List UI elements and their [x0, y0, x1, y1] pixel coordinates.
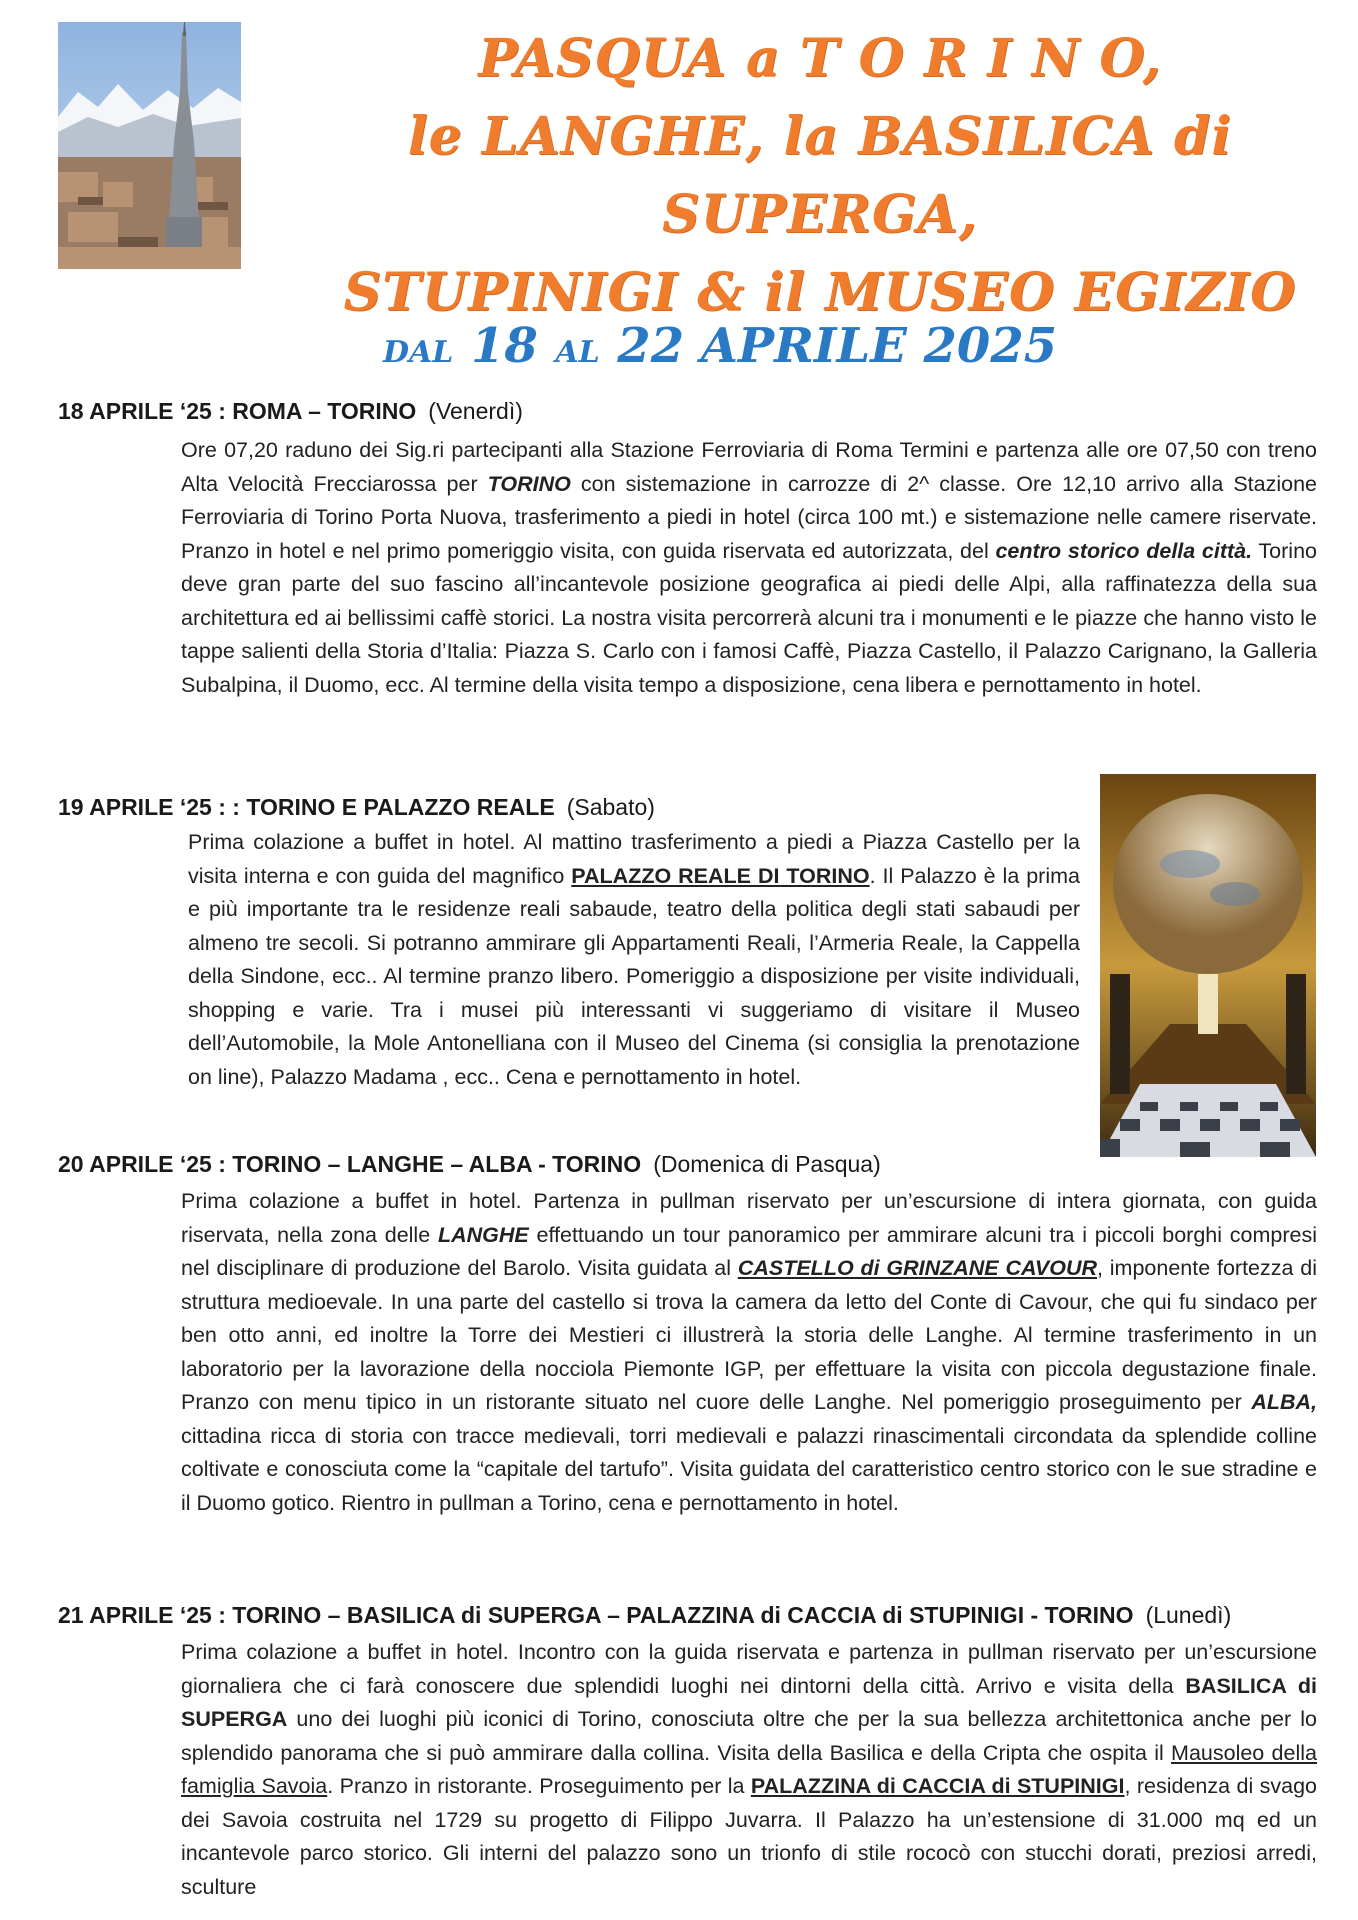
day-2-text: . Il Palazzo è la prima e più importante tra le residenze reali sabaude, teatro della politica degli stati sabaudi per almeno tre secoli. Si potranno ammirare gli Appartamenti Reali, l’Armeria Reale, la Cappella della Sindone, ecc.. Al termine pranzo libero. Pomeriggio a disposizione per visite individuali, shopping e varie. Tra i musei più interessanti vi suggeriamo di visitare il Museo dell’Automobile, la Mole Antonelliana con il Museo del Cinema (si consiglia la prenotazione on line), Palazzo Madama , ecc.. Cena e pernottamento in hotel. [188, 863, 1080, 1089]
title-line-1: PASQUA a T O R I N O, [478, 28, 1162, 89]
day-2-weekday: (Sabato) [566, 794, 655, 820]
day-3-title: 20 APRILE ‘25 : TORINO – LANGHE – ALBA - TORINO [58, 1151, 642, 1177]
dates-end: 22 APRILE 2025 [617, 318, 1058, 374]
day-3-weekday: (Domenica di Pasqua) [653, 1151, 881, 1177]
travel-dates [383, 318, 1057, 374]
day-4-title: 21 APRILE ‘25 : TORINO – BASILICA di SUPERGA – PALAZZINA di CACCIA di STUPINIGI - TORINO [58, 1602, 1134, 1628]
day-3-castello-grinzane: CASTELLO di GRINZANE CAVOUR [737, 1256, 1098, 1280]
day-1-torino: TORINO [487, 471, 571, 496]
day-4-heading [58, 1602, 1231, 1629]
day-1-weekday: (Venerdì) [428, 398, 523, 424]
dates-al: AL [555, 335, 600, 370]
day-1-text: Torino deve gran parte del suo fascino all’incantevole posizione geografica ai piedi delle Alpi, alla raffinatezza della sua architettura ed ai bellissimi caffè storici. La nostra visita percorrerà alcuni tra i monumenti e le piazze che hanno visto le tappe salienti della Storia d’Italia: Piazza S. Carlo con i famosi Caffè, Piazza Castello, il Palazzo Carignano, la Galleria Subalpina, il Duomo, ecc. Al termine della visita tempo a disposizione, cena libera e pernottamento in hotel. [181, 538, 1317, 697]
title-line-2: le LANGHE, la BASILICA di [407, 106, 1233, 167]
day-3-heading [58, 1151, 881, 1178]
day-4-text: . Pranzo in ristorante. Proseguimento per la [327, 1774, 751, 1798]
day-1-centro-storico: centro storico della città. [995, 538, 1253, 563]
day-2-text: Prima colazione a buffet in hotel. Al mattino trasferimento a piedi a Piazza Castello per la visita interna e con guida del magnifico [188, 830, 1080, 888]
title-line-3: SUPERGA, [662, 184, 978, 245]
day-3-langhe: LANGHE [437, 1222, 529, 1247]
day-2-description [188, 826, 1080, 1094]
day-4-basilica-superga: BASILICA di SUPERGA [181, 1673, 1317, 1731]
turin-mole-photo [58, 22, 241, 269]
day-4-palazzina-stupinigi: PALAZZINA di CACCIA di STUPINIGI [750, 1774, 1125, 1798]
dates-start: 18 [470, 318, 538, 374]
day-1-heading [58, 398, 523, 425]
day-3-description [181, 1185, 1317, 1520]
day-1-description [181, 434, 1317, 702]
day-1-text: con sistemazione in carrozze di 2^ classe. Ore 12,10 arrivo alla Stazione Ferroviaria di Torino Porta Nuova, trasferimento a piedi in hotel (circa 100 mt.) e sistemazione nelle camere riservate. Pranzo in hotel e nel primo pomeriggio visita, con guida riservata ed autorizzata, del [181, 471, 1317, 563]
day-3-alba: ALBA, [1251, 1390, 1317, 1414]
brochure-title [330, 20, 1310, 332]
day-4-mausoleo: Mausoleo della famiglia Savoia [181, 1740, 1317, 1798]
title-line-4: STUPINIGI & il MUSEO EGIZIO [343, 262, 1297, 323]
day-2-heading [58, 794, 655, 821]
dates-dal: DAL [383, 335, 454, 370]
day-1-text: Ore 07,20 raduno dei Sig.ri partecipanti alla Stazione Ferroviaria di Roma Termini e partenza alle ore 07,50 con treno Alta Velocità Frecciarossa per [181, 438, 1317, 496]
day-2-palazzo-reale: PALAZZO REALE DI TORINO [571, 863, 870, 888]
day-4-text: uno dei luoghi più iconici di Torino, conosciuta oltre che per la sua bellezza architettonica anche per lo splendido panorama che si può ammirare dalla collina. Visita della Basilica e della Cripta che ospita il [181, 1707, 1317, 1765]
day-4-description [181, 1636, 1317, 1904]
day-4-text: , residenza di svago dei Savoia costruita nel 1729 su progetto di Filippo Juvarra. Il Palazzo ha un’estensione di 31.000 mq ed un incantevole parco storico. Gli interni del palazzo sono un trionfo di stile rococò con stucchi dorati, preziosi arredi, sculture [181, 1774, 1317, 1899]
day-4-weekday: (Lunedì) [1145, 1602, 1232, 1628]
day-3-text: cittadina ricca di storia con tracce medievali, torri medievali e palazzi rinascimentali circondata da splendide colline coltivate e conosciuta come la “capitale del tartufo”. Visita guidata del caratteristico centro storico con le sue stradine e il Duomo gotico. Rientro in pullman a Torino, cena e pernottamento in hotel. [181, 1423, 1317, 1515]
day-2-title: 19 APRILE ‘25 : : TORINO E PALAZZO REALE [58, 794, 555, 820]
day-3-text: effettuando un tour panoramico per ammirare alcuni tra i piccoli borghi compresi nel disciplinare di produzione del Barolo. Visita guidata al [181, 1222, 1317, 1280]
day-1-title: 18 APRILE ‘25 : ROMA – TORINO [58, 398, 417, 424]
day-3-text: Prima colazione a buffet in hotel. Partenza in pullman riservato per un’escursione di intera giornata, con guida riservata, nella zona delle [181, 1189, 1317, 1247]
day-3-text: , imponente fortezza di struttura medioevale. In una parte del castello si trova la camera da letto del Conte di Cavour, che qui fu sindaco per ben otto anni, ed inoltre la Torre dei Mestieri ci illustrerà la storia delle Langhe. Al termine trasferimento in un laboratorio per la lavorazione della nocciola Piemonte IGP, per effettuare la visita con piccola degustazione finale. Pranzo con menu tipico in un ristorante situato nel cuore delle Langhe. Nel pomeriggio proseguimento per [181, 1256, 1317, 1414]
day-4-text: Prima colazione a buffet in hotel. Incontro con la guida riservata e partenza in pullman riservato per un’escursione giornaliera che ci farà conoscere due splendidi luoghi nei dintorni della città. Arrivo e visita della [181, 1640, 1317, 1698]
palazzo-reale-gallery-photo [1100, 774, 1316, 1157]
